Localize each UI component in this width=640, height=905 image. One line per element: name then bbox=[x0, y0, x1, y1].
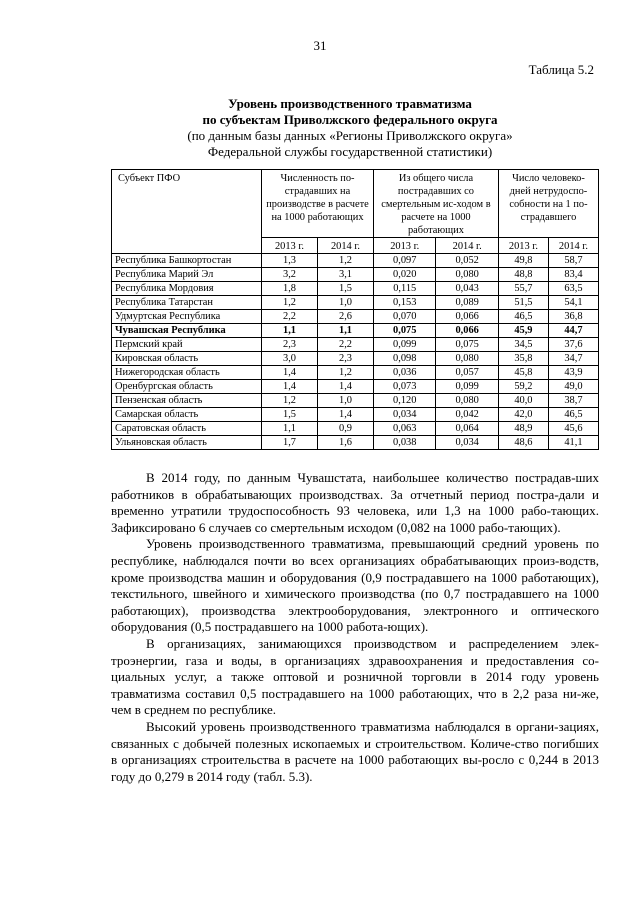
value-cell: 0,063 bbox=[374, 422, 436, 436]
value-cell: 1,5 bbox=[318, 282, 374, 296]
value-cell: 0,052 bbox=[436, 254, 498, 268]
value-cell: 34,5 bbox=[498, 338, 548, 352]
value-cell: 2,6 bbox=[318, 310, 374, 324]
value-cell: 45,9 bbox=[498, 324, 548, 338]
header-year: 2014 г. bbox=[318, 238, 374, 254]
value-cell: 48,8 bbox=[498, 268, 548, 282]
value-cell: 0,066 bbox=[436, 324, 498, 338]
value-cell: 1,4 bbox=[318, 408, 374, 422]
value-cell: 1,2 bbox=[262, 394, 318, 408]
region-name: Ульяновская область bbox=[112, 436, 262, 450]
value-cell: 1,2 bbox=[318, 366, 374, 380]
table-row bbox=[112, 366, 599, 380]
value-cell: 0,099 bbox=[374, 338, 436, 352]
value-cell: 63,5 bbox=[548, 282, 598, 296]
table-row bbox=[112, 408, 599, 422]
value-cell: 0,020 bbox=[374, 268, 436, 282]
value-cell: 2,3 bbox=[262, 338, 318, 352]
table-row bbox=[112, 394, 599, 408]
value-cell: 0,120 bbox=[374, 394, 436, 408]
value-cell: 3,2 bbox=[262, 268, 318, 282]
title-line-3: (по данным базы данных «Регионы Приволжского округа» bbox=[187, 128, 513, 143]
table-row bbox=[112, 338, 599, 352]
value-cell: 0,066 bbox=[436, 310, 498, 324]
header-fatal: Из общего числа пострадавших со смертельным ис-ходом в расчете на 1000 работающих bbox=[374, 170, 499, 238]
value-cell: 0,070 bbox=[374, 310, 436, 324]
value-cell: 0,9 bbox=[318, 422, 374, 436]
value-cell: 51,5 bbox=[498, 296, 548, 310]
value-cell: 49,0 bbox=[548, 380, 598, 394]
table-row bbox=[112, 422, 599, 436]
value-cell: 0,075 bbox=[436, 338, 498, 352]
title-line-4: Федеральной службы государственной статистики) bbox=[207, 144, 493, 159]
header-year: 2014 г. bbox=[548, 238, 598, 254]
value-cell: 0,080 bbox=[436, 268, 498, 282]
region-name: Нижегородская область bbox=[112, 366, 262, 380]
region-name: Удмуртская Республика bbox=[112, 310, 262, 324]
value-cell: 2,2 bbox=[262, 310, 318, 324]
header-year: 2013 г. bbox=[262, 238, 318, 254]
value-cell: 0,089 bbox=[436, 296, 498, 310]
value-cell: 1,2 bbox=[262, 296, 318, 310]
value-cell: 0,034 bbox=[374, 408, 436, 422]
value-cell: 1,4 bbox=[262, 366, 318, 380]
value-cell: 35,8 bbox=[498, 352, 548, 366]
value-cell: 58,7 bbox=[548, 254, 598, 268]
value-cell: 0,098 bbox=[374, 352, 436, 366]
value-cell: 0,043 bbox=[436, 282, 498, 296]
value-cell: 1,2 bbox=[318, 254, 374, 268]
value-cell: 45,6 bbox=[548, 422, 598, 436]
value-cell: 43,9 bbox=[548, 366, 598, 380]
table-title bbox=[100, 96, 600, 160]
value-cell: 3,0 bbox=[262, 352, 318, 366]
value-cell: 46,5 bbox=[548, 408, 598, 422]
region-name: Оренбургская область bbox=[112, 380, 262, 394]
value-cell: 2,2 bbox=[318, 338, 374, 352]
table-row bbox=[112, 268, 599, 282]
value-cell: 83,4 bbox=[548, 268, 598, 282]
value-cell: 0,036 bbox=[374, 366, 436, 380]
value-cell: 1,7 bbox=[262, 436, 318, 450]
region-name: Республика Мордовия bbox=[112, 282, 262, 296]
value-cell: 0,115 bbox=[374, 282, 436, 296]
paragraph: Высокий уровень производственного травматизма наблюдался в органи-зациях, связанных с добычей полезных ископаемых и строительством. Количе-ство погибших в организациях строительства в расчете на 1000 работающих вы-росло с 0,244 в 2013 году до 0,279 в 2014 году (табл. 5.3). bbox=[111, 718, 599, 784]
region-name: Пермский край bbox=[112, 338, 262, 352]
value-cell: 0,075 bbox=[374, 324, 436, 338]
table-row bbox=[112, 352, 599, 366]
header-disability-days: Число человеко-дней нетрудоспо-собности на 1 по-страдавшего bbox=[498, 170, 598, 238]
value-cell: 38,7 bbox=[548, 394, 598, 408]
value-cell: 0,034 bbox=[436, 436, 498, 450]
title-line-1: Уровень производственного травматизма bbox=[228, 96, 472, 111]
table-row bbox=[112, 310, 599, 324]
table-row bbox=[112, 324, 599, 338]
header-injured: Численность по-страдавших на производстве в расчете на 1000 работающих bbox=[262, 170, 374, 238]
region-name: Республика Марий Эл bbox=[112, 268, 262, 282]
header-year: 2013 г. bbox=[498, 238, 548, 254]
header-subject: Субъект ПФО bbox=[112, 170, 262, 254]
table-row bbox=[112, 296, 599, 310]
region-name: Чувашская Республика bbox=[112, 324, 262, 338]
value-cell: 42,0 bbox=[498, 408, 548, 422]
region-name: Пензенская область bbox=[112, 394, 262, 408]
value-cell: 59,2 bbox=[498, 380, 548, 394]
table-row bbox=[112, 254, 599, 268]
value-cell: 48,9 bbox=[498, 422, 548, 436]
value-cell: 0,057 bbox=[436, 366, 498, 380]
page-number: 31 bbox=[313, 38, 327, 53]
value-cell: 0,099 bbox=[436, 380, 498, 394]
value-cell: 49,8 bbox=[498, 254, 548, 268]
title-line-2: по субъектам Приволжского федерального округа bbox=[202, 112, 498, 127]
value-cell: 1,1 bbox=[318, 324, 374, 338]
paragraph: В 2014 году, по данным Чувашстата, наибольшее количество пострадав-ших работников в обрабатывающих производствах. За отчетный период постра-дали и временно утратили трудоспособность 93 человека, или 1,3 на 1000 рабо-тающих. Зафиксировано 6 случаев со смертельным исходом (0,082 на 1000 рабо-тающих). bbox=[111, 470, 599, 535]
value-cell: 54,1 bbox=[548, 296, 598, 310]
value-cell: 0,073 bbox=[374, 380, 436, 394]
value-cell: 48,6 bbox=[498, 436, 548, 450]
value-cell: 0,064 bbox=[436, 422, 498, 436]
value-cell: 44,7 bbox=[548, 324, 598, 338]
value-cell: 45,8 bbox=[498, 366, 548, 380]
table-row bbox=[112, 282, 599, 296]
value-cell: 36,8 bbox=[548, 310, 598, 324]
value-cell: 0,042 bbox=[436, 408, 498, 422]
value-cell: 1,8 bbox=[262, 282, 318, 296]
region-name: Республика Башкортостан bbox=[112, 254, 262, 268]
header-year: 2013 г. bbox=[374, 238, 436, 254]
header-year: 2014 г. bbox=[436, 238, 498, 254]
value-cell: 1,0 bbox=[318, 296, 374, 310]
value-cell: 55,7 bbox=[498, 282, 548, 296]
value-cell: 34,7 bbox=[548, 352, 598, 366]
value-cell: 2,3 bbox=[318, 352, 374, 366]
value-cell: 1,5 bbox=[262, 408, 318, 422]
value-cell: 41,1 bbox=[548, 436, 598, 450]
value-cell: 1,4 bbox=[318, 380, 374, 394]
table-row bbox=[112, 380, 599, 394]
value-cell: 40,0 bbox=[498, 394, 548, 408]
region-name: Саратовская область bbox=[112, 422, 262, 436]
region-name: Самарская область bbox=[112, 408, 262, 422]
value-cell: 1,1 bbox=[262, 422, 318, 436]
value-cell: 1,0 bbox=[318, 394, 374, 408]
value-cell: 0,153 bbox=[374, 296, 436, 310]
region-name: Кировская область bbox=[112, 352, 262, 366]
value-cell: 1,6 bbox=[318, 436, 374, 450]
value-cell: 0,038 bbox=[374, 436, 436, 450]
table-label: Таблица 5.2 bbox=[528, 62, 594, 77]
value-cell: 46,5 bbox=[498, 310, 548, 324]
value-cell: 0,097 bbox=[374, 254, 436, 268]
region-name: Республика Татарстан bbox=[112, 296, 262, 310]
value-cell: 37,6 bbox=[548, 338, 598, 352]
paragraph: Уровень производственного травматизма, превышающий средний уровень по республике, наблюдался почти во всех организациях обрабатывающих произ-водств, кроме производства машин и оборудования (0,9 пострадавшего на 1000 работающих), текстильного, швейного и химического производства (по 0,7 пострадавшего на 1000 работающих), производства электрооборудования, электронного и оптического оборудования (0,5 пострадавшего на 1000 работа-ющих). bbox=[111, 536, 599, 635]
body-text bbox=[111, 470, 599, 785]
value-cell: 3,1 bbox=[318, 268, 374, 282]
value-cell: 0,080 bbox=[436, 394, 498, 408]
injury-table bbox=[111, 169, 599, 450]
value-cell: 0,080 bbox=[436, 352, 498, 366]
paragraph: В организациях, занимающихся производством и распределением элек-троэнергии, газа и воды, в организациях здравоохранения и предоставления со-циальных услуг, а также оптовой и розничной торговли в 2014 году уровень травматизма составил 0,5 пострадавшего на 1000 работающих, что в 2,2 раза ни-же, чем в среднем по республике. bbox=[111, 635, 599, 718]
table-row bbox=[112, 436, 599, 450]
value-cell: 1,4 bbox=[262, 380, 318, 394]
value-cell: 1,1 bbox=[262, 324, 318, 338]
value-cell: 1,3 bbox=[262, 254, 318, 268]
